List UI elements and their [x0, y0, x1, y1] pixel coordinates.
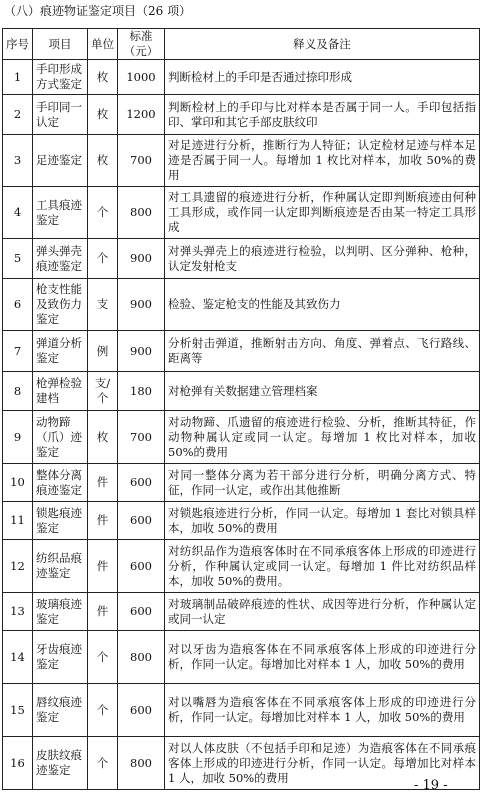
column-header-notes: 释义及备注 [165, 29, 480, 60]
row-price: 600 [118, 593, 165, 631]
row-number: 15 [3, 684, 33, 737]
row-unit: 件 [88, 540, 118, 593]
row-item: 锁匙痕迹鉴定 [33, 502, 88, 540]
row-number: 4 [3, 187, 33, 239]
row-price: 1000 [118, 60, 165, 95]
table-row [3, 411, 480, 464]
row-price: 600 [118, 540, 165, 593]
row-item: 动物蹄（爪）迹鉴定 [33, 411, 88, 464]
table-header-row [3, 29, 480, 60]
row-item: 工具痕迹鉴定 [33, 187, 88, 239]
row-notes: 对以人体皮肤（不包括手印和足迹）为造痕客体在不同承痕客体上形成的印迹进行分析，作同一认定。每增加比对样本 1 人，加收 50%的费用 [165, 737, 480, 790]
column-header-unit: 单位 [88, 29, 118, 60]
table-row [3, 502, 480, 540]
column-header-item: 项目 [33, 29, 88, 60]
table-row [3, 279, 480, 331]
table-row [3, 372, 480, 411]
table-row [3, 593, 480, 631]
row-item: 玻璃痕迹鉴定 [33, 593, 88, 631]
row-price: 180 [118, 372, 165, 411]
row-unit: 枚 [88, 95, 118, 135]
row-notes: 判断检材上的手印与比对样本是否属于同一人。手印包括指印、掌印和其它手部皮肤纹印 [165, 95, 480, 135]
row-price: 800 [118, 631, 165, 684]
row-item: 纺织品痕迹鉴定 [33, 540, 88, 593]
row-price: 800 [118, 737, 165, 790]
row-price: 800 [118, 187, 165, 239]
table-row [3, 464, 480, 502]
row-notes: 对足迹进行分析，推断行为人特征；认定检材足迹与样本足迹是否属于同一人。每增加 1 枚比对样本，加收 50%的费用 [165, 135, 480, 187]
row-item: 整体分离痕迹鉴定 [33, 464, 88, 502]
row-item: 皮肤纹痕迹鉴定 [33, 737, 88, 790]
row-number: 5 [3, 239, 33, 279]
row-item: 手印同一认定 [33, 95, 88, 135]
row-price: 600 [118, 464, 165, 502]
table-row [3, 135, 480, 187]
row-item: 枪弹检验建档 [33, 372, 88, 411]
row-unit: 例 [88, 331, 118, 372]
table-row [3, 631, 480, 684]
table-row [3, 60, 480, 95]
row-notes: 对动物蹄、爪遗留的痕迹进行检验、分析，推断其特征，作动物种属认定或同一认定。每增加 1 枚比对样本，加收 50%的费用 [165, 411, 480, 464]
row-unit: 个 [88, 239, 118, 279]
row-price: 900 [118, 279, 165, 331]
row-number: 9 [3, 411, 33, 464]
column-header-price: 标准（元） [118, 29, 165, 60]
row-unit: 枚 [88, 135, 118, 187]
row-number: 16 [3, 737, 33, 790]
row-notes: 对以牙齿为造痕客体在不同承痕客体上形成的印迹进行分析，作同一认定。每增加比对样本 1 人，加收 50%的费用 [165, 631, 480, 684]
row-unit: 件 [88, 593, 118, 631]
row-number: 6 [3, 279, 33, 331]
row-item: 牙齿痕迹鉴定 [33, 631, 88, 684]
row-unit: 个 [88, 737, 118, 790]
row-item: 手印形成方式鉴定 [33, 60, 88, 95]
row-unit: 个 [88, 631, 118, 684]
page-number: - 19 - [414, 778, 448, 793]
row-price: 1200 [118, 95, 165, 135]
row-notes: 对玻璃制品破碎痕迹的性状、成因等进行分析，作种属认定或同一认定 [165, 593, 480, 631]
row-unit: 支/个 [88, 372, 118, 411]
table-row [3, 239, 480, 279]
row-number: 12 [3, 540, 33, 593]
row-number: 1 [3, 60, 33, 95]
table-row [3, 737, 480, 790]
row-number: 7 [3, 331, 33, 372]
row-number: 14 [3, 631, 33, 684]
row-unit: 个 [88, 187, 118, 239]
table-row [3, 95, 480, 135]
row-unit: 件 [88, 502, 118, 540]
row-unit: 枚 [88, 60, 118, 95]
row-notes: 对锁匙痕迹进行分析，作同一认定。每增加 1 套比对锁具样本，加收 50%的费用 [165, 502, 480, 540]
row-price: 600 [118, 684, 165, 737]
row-item: 弹头弹壳痕迹鉴定 [33, 239, 88, 279]
row-unit: 枚 [88, 411, 118, 464]
row-unit: 支 [88, 279, 118, 331]
row-notes: 对工具遗留的痕迹进行分析，作种属认定即判断痕迹由何种工具形成，或作同一认定即判断痕迹是否由某一特定工具形成 [165, 187, 480, 239]
row-notes: 对弹头弹壳上的痕迹进行检验，以判明、区分弹种、枪种，认定发射枪支 [165, 239, 480, 279]
row-notes: 检验、鉴定枪支的性能及其致伤力 [165, 279, 480, 331]
row-number: 8 [3, 372, 33, 411]
row-notes: 对枪弹有关数据建立管理档案 [165, 372, 480, 411]
row-item: 枪支性能及致伤力鉴定 [33, 279, 88, 331]
row-item: 唇纹痕迹鉴定 [33, 684, 88, 737]
row-item: 弹道分析鉴定 [33, 331, 88, 372]
row-notes: 判断检材上的手印是否通过捺印形成 [165, 60, 480, 95]
row-price: 600 [118, 502, 165, 540]
row-notes: 分析射击弹道，推断射击方向、角度、弹着点、飞行路线、距离等 [165, 331, 480, 372]
row-price: 700 [118, 411, 165, 464]
page-heading: （八）痕迹物证鉴定项目（26 项） [4, 4, 192, 18]
row-number: 3 [3, 135, 33, 187]
table-row [3, 187, 480, 239]
column-header-no: 序号 [3, 29, 33, 60]
row-unit: 件 [88, 464, 118, 502]
row-price: 700 [118, 135, 165, 187]
row-item: 足迹鉴定 [33, 135, 88, 187]
row-unit: 个 [88, 684, 118, 737]
row-price: 900 [118, 239, 165, 279]
table-row [3, 540, 480, 593]
row-price: 900 [118, 331, 165, 372]
row-number: 11 [3, 502, 33, 540]
table-row [3, 684, 480, 737]
row-number: 13 [3, 593, 33, 631]
row-number: 2 [3, 95, 33, 135]
table-row [3, 331, 480, 372]
appraisal-fee-table [2, 28, 480, 790]
row-notes: 对以嘴唇为造痕客体在不同承痕客体上形成的印迹进行分析，作同一认定。每增加比对样本 1 人，加收 50%的费用 [165, 684, 480, 737]
row-number: 10 [3, 464, 33, 502]
row-notes: 对同一整体分离为若干部分进行分析，明确分离方式、特征，作同一认定，或作出其他推断 [165, 464, 480, 502]
row-notes: 对纺织品作为造痕客体时在不同承痕客体上形成的印迹进行分析，作种属认定或同一认定。每增加 1 件比对纺织品样本，加收 50%的费用。 [165, 540, 480, 593]
